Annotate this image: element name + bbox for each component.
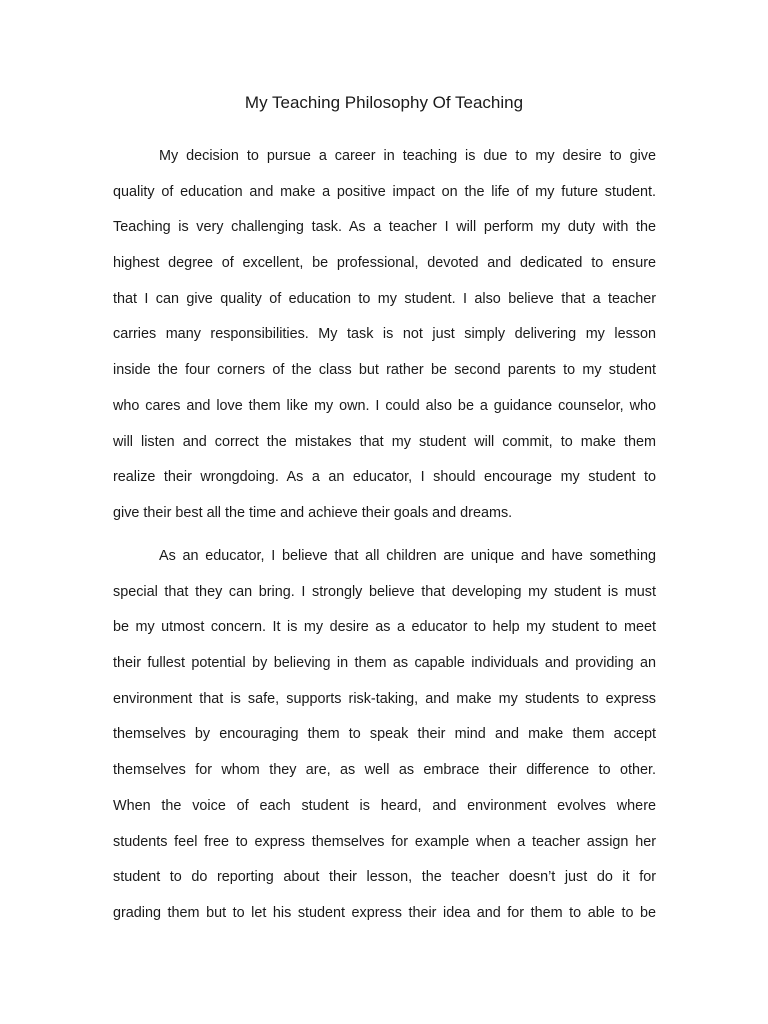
text-line: special that they can bring. I strongly believe that developing my student is must — [113, 583, 656, 600]
text-line: realize their wrongdoing. As a an educator, I should encourage my student to — [113, 469, 656, 486]
text-line: student to do reporting about their lesson, the teacher doesn’t just do it for — [113, 869, 656, 886]
text-line: students feel free to express themselves for example when a teacher assign her — [113, 833, 656, 850]
text-line: give their best all the time and achieve their goals and dreams. — [113, 504, 513, 521]
text-line: that I can give quality of education to my student. I also believe that a teacher — [113, 290, 656, 307]
text-line: their fullest potential by believing in them as capable individuals and providing an — [113, 655, 656, 672]
document-title: My Teaching Philosophy Of Teaching — [244, 93, 524, 112]
text-line: grading them but to let his student express their idea and for them to able to be — [113, 904, 656, 921]
paragraph-2 — [113, 539, 656, 932]
paragraph-1 — [113, 139, 656, 532]
text-line: themselves by encouraging them to speak their mind and make them accept — [113, 726, 656, 743]
text-line: will listen and correct the mistakes that my student will commit, to make them — [113, 433, 656, 450]
text-line: inside the four corners of the class but rather be second parents to my student — [113, 362, 656, 379]
text-line: highest degree of excellent, be professional, devoted and dedicated to ensure — [113, 255, 656, 272]
text-line: themselves for whom they are, as well as embrace their difference to other. — [113, 762, 656, 779]
text-line: quality of education and make a positive impact on the life of my future student. — [113, 183, 656, 200]
text-line: who cares and love them like my own. I could also be a guidance counselor, who — [113, 397, 656, 414]
text-line: When the voice of each student is heard, and environment evolves where — [113, 797, 656, 814]
text-line: environment that is safe, supports risk-taking, and make my students to express — [113, 690, 656, 707]
text-line: be my utmost concern. It is my desire as a educator to help my student to meet — [113, 619, 656, 636]
text-line: Teaching is very challenging task. As a teacher I will perform my duty with the — [113, 219, 656, 236]
text-line: My decision to pursue a career in teaching is due to my desire to give — [159, 148, 656, 164]
text-line: As an educator, I believe that all children are unique and have something — [159, 548, 656, 564]
text-line: carries many responsibilities. My task is not just simply delivering my lesson — [113, 326, 656, 343]
